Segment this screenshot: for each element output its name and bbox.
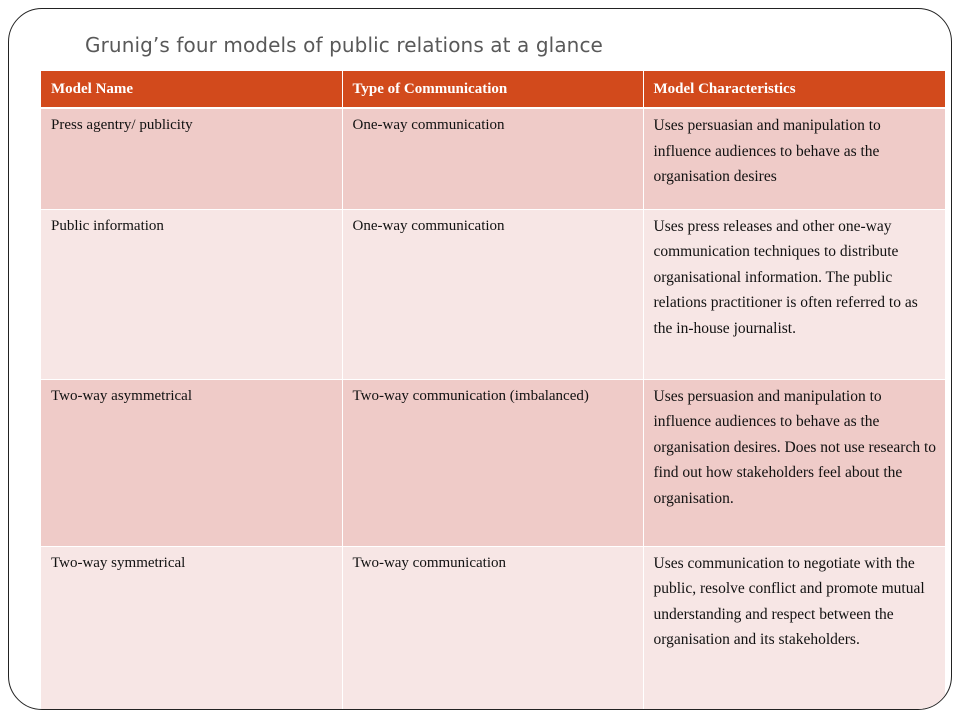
cell-communication-type: One-way communication: [342, 209, 643, 379]
column-header-model-name: Model Name: [41, 71, 342, 108]
pr-models-table: [41, 71, 945, 710]
table-header-row: [41, 71, 945, 108]
column-header-model-characteristics: Model Characteristics: [643, 71, 945, 108]
cell-communication-type: Two-way communication (imbalanced): [342, 379, 643, 546]
cell-model-characteristics: Uses persuasian and manipulation to influence audiences to behave as the organisation desires: [643, 108, 945, 209]
cell-model-name: Two-way asymmetrical: [41, 379, 342, 546]
table-row: [41, 546, 945, 710]
table-row: [41, 209, 945, 379]
cell-model-name: Two-way symmetrical: [41, 546, 342, 710]
cell-communication-type: One-way communication: [342, 108, 643, 209]
slide-frame: [8, 8, 952, 710]
column-header-communication-type: Type of Communication: [342, 71, 643, 108]
cell-model-characteristics: Uses press releases and other one-way communication techniques to distribute organisational information. The public relations practitioner is often referred to as the in-house journalist.: [643, 209, 945, 379]
table-row: [41, 379, 945, 546]
slide-title: Grunig’s four models of public relations at a glance: [85, 33, 603, 57]
cell-communication-type: Two-way communication: [342, 546, 643, 710]
cell-model-name: Public information: [41, 209, 342, 379]
table-row: [41, 108, 945, 209]
cell-model-characteristics: Uses persuasion and manipulation to influence audiences to behave as the organisation desires. Does not use research to find out how stakeholders feel about the organisation.: [643, 379, 945, 546]
cell-model-characteristics: Uses communication to negotiate with the public, resolve conflict and promote mutual understanding and respect between the organisation and its stakeholders.: [643, 546, 945, 710]
cell-model-name: Press agentry/ publicity: [41, 108, 342, 209]
